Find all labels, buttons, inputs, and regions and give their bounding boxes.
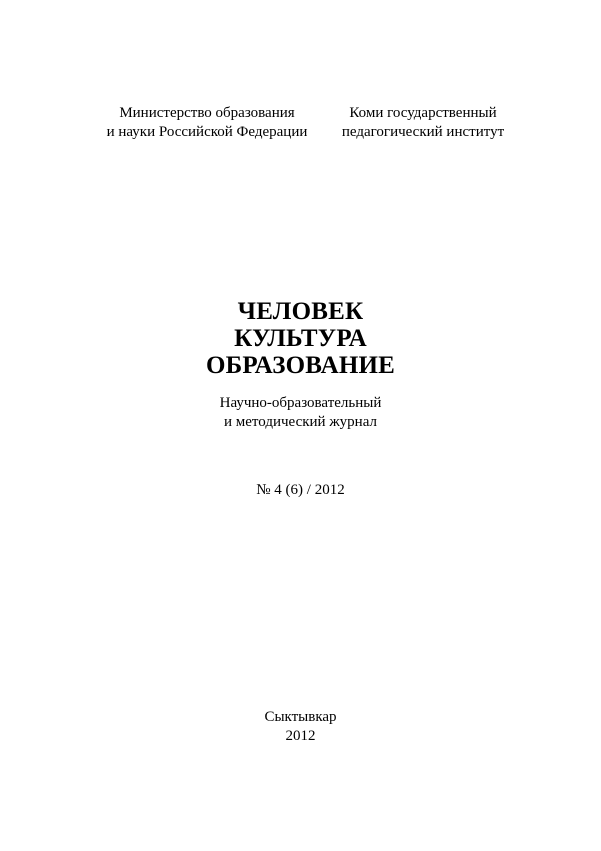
journal-subtitle [0, 394, 601, 432]
publisher-ministry [96, 104, 318, 142]
publisher-ministry-line1: Министерство образования [119, 105, 295, 121]
imprint-year: 2012 [285, 728, 316, 744]
journal-title [0, 298, 601, 379]
publisher-institute-line2: педагогический институт [341, 124, 505, 140]
journal-title-line3: ОБРАЗОВАНИЕ [205, 352, 396, 379]
publisher-institute-line1: Коми государственный [349, 105, 497, 121]
issue-number: № 4 (6) / 2012 [256, 482, 345, 498]
imprint [0, 708, 601, 746]
imprint-city: Сыктывкар [264, 709, 337, 725]
journal-subtitle-line1: Научно-образовательный [219, 395, 382, 411]
journal-subtitle-line2: и методический журнал [223, 414, 377, 430]
journal-title-line1: ЧЕЛОВЕК [237, 298, 364, 325]
journal-title-line2: КУЛЬТУРА [234, 325, 367, 352]
publisher-institute [332, 104, 514, 142]
publisher-ministry-line2: и науки Российской Федерации [106, 124, 308, 140]
